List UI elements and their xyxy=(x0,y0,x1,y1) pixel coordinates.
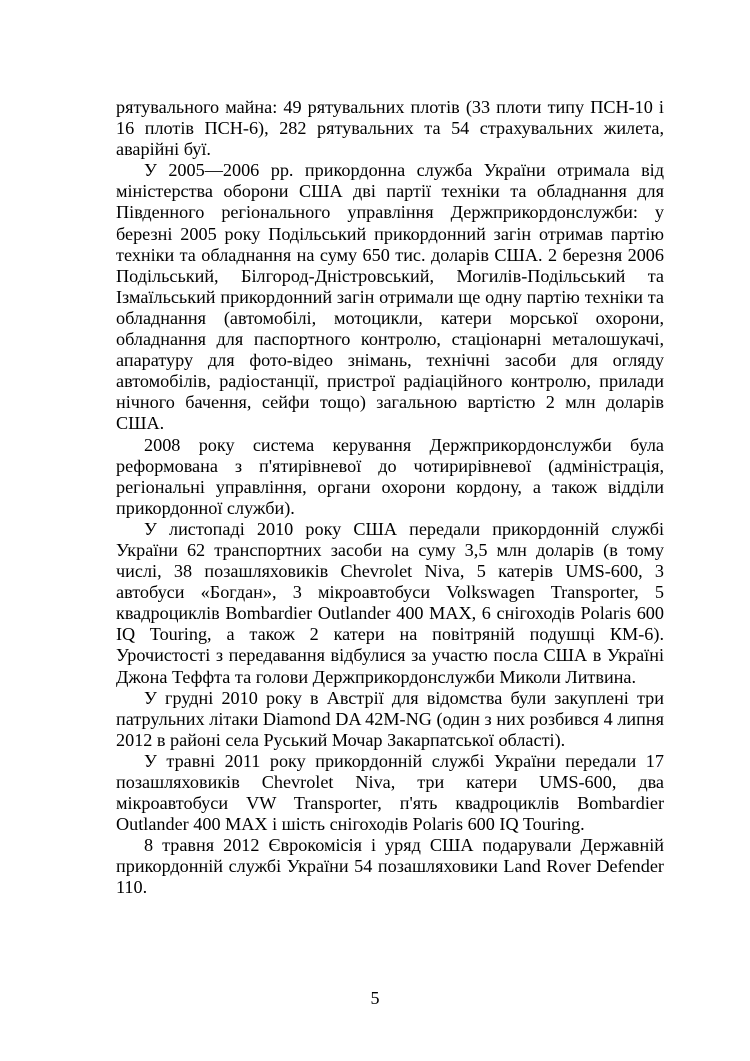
paragraph-2010-vehicles: У листопаді 2010 року США передали прикордонній службі України 62 транспортних засоби на суму 3,5 млн доларів (в тому числі, 38 позашляховиків Chevrolet Niva, 5 катерів UMS-600, 3 автобуси «Богдан», 3 мікроавтобуси Volkswagen Transporter, 5 квадроциклів Bombardier Outlander 400 MAX, 6 снігоходів Polaris 600 IQ Touring, а також 2 катери на повітряній подушці КМ-6). Урочистості з передавання відбулися за участю посла США в Україні Джона Теффта та голови Держприкордонслужби Миколи Литвина. xyxy=(116,518,664,687)
paragraph-2008-reform: 2008 року система керування Держприкордонслужби була реформована з п'ятирівневої до чотирирівневої (адміністрація, регіональні управління, органи охорони кордону, а також відділи прикордонної служби). xyxy=(116,434,664,518)
paragraph-2010-aircraft: У грудні 2010 року в Австрії для відомства були закуплені три патрульних літаки Diamond DA 42M-NG (один з них розбився 4 липня 2012 в районі села Руський Мочар Закарпатської області). xyxy=(116,687,664,750)
paragraph-2012-gift: 8 травня 2012 Єврокомісія і уряд США подарували Державній прикордонній службі України 54 позашляховики Land Rover Defender 110. xyxy=(116,835,664,898)
page-number: 5 xyxy=(370,988,380,1008)
body-text xyxy=(116,97,664,899)
paragraph-2005-2006-equipment: У 2005—2006 рр. прикордонна служба України отримала від міністерства оборони США дві партії техніки та обладнання для Південного регіонального управління Держприкордонслужби: у березні 2005 року Подільський прикордонний загін отримав партію техніки та обладнання на суму 650 тис. доларів США. 2 березня 2006 Подільський, Білгород-Дністровський, Могилів-Подільський та Ізмаїльський прикордонний загін отримали ще одну партію техніки та обладнання (автомобілі, мотоцикли, катери морської охорони, обладнання для паспортного контролю, стаціонарні металошукачі, апаратуру для фото-відео знімань, технічні засоби для огляду автомобілів, радіостанції, пристрої радіаційного контролю, прилади нічного бачення, сейфи тощо) загальною вартістю 2 млн доларів США. xyxy=(116,160,664,434)
paragraph-continuation: рятувального майна: 49 рятувальних плотів (33 плоти типу ПСН-10 і 16 плотів ПСН-6), 282 рятувальних та 54 страхувальних жилета, аварійні буї. xyxy=(116,97,664,160)
paragraph-2011-transfer: У травні 2011 року прикордонній службі України передали 17 позашляховиків Chevrolet Niva, три катери UMS-600, два мікроавтобуси VW Transporter, п'ять квадроциклів Bombardier Outlander 400 MAX і шість снігоходів Polaris 600 IQ Touring. xyxy=(116,750,664,835)
